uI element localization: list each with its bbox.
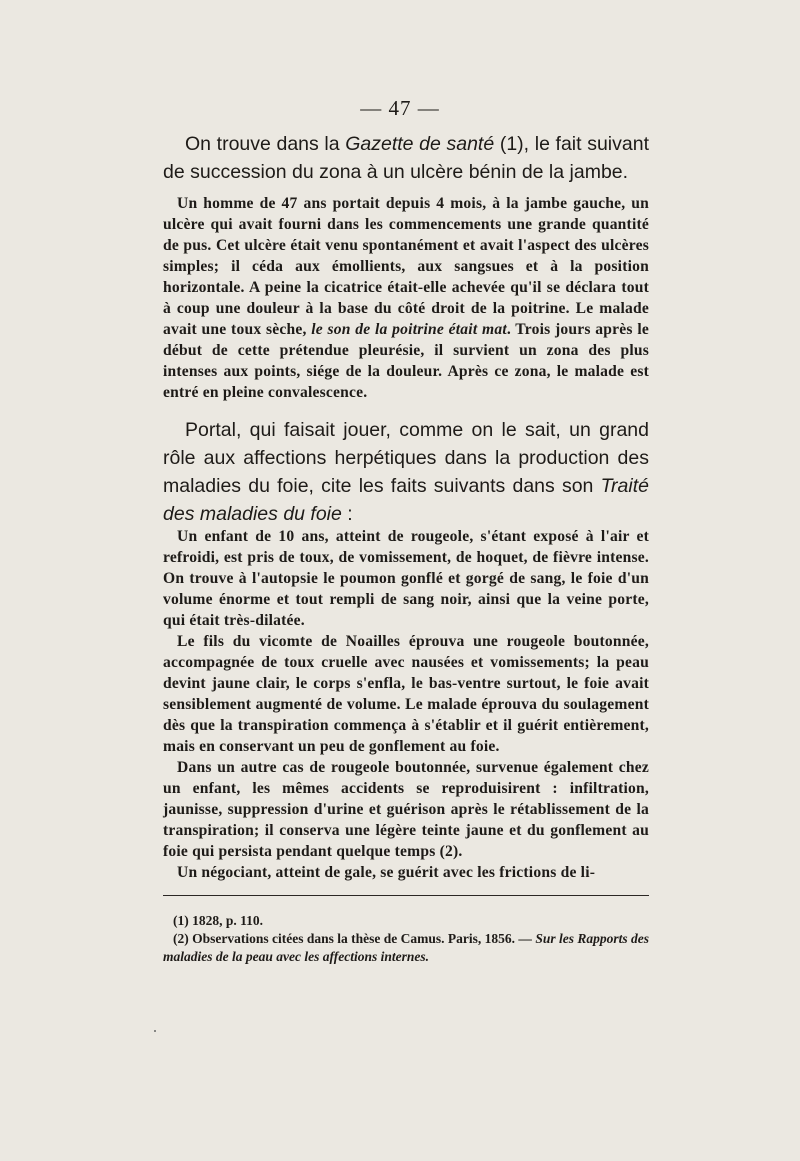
case1-italic: le son de la poitrine était mat	[311, 321, 507, 338]
footnotes	[163, 912, 649, 966]
case1-text: Un homme de 47 ans portait depuis 4 mois, à la jambe gauche, un ulcère qui avait fourni dans les commencements une grande quantité de pus. Cet ulcère était venu spontanément et avait l'aspect des ulcères simples; il céda aux émollients, aux sangsues et à la position horizontale. A peine la cicatrice était-elle achevée qu'il se déclara tout à coup une douleur à la base du côté droit de la poitrine. Le malade avait une toux sèche,	[163, 195, 649, 338]
intro1-text-end: (1), le fait suivant de succession du zona à un ulcère bénin de la jambe.	[163, 133, 649, 183]
footnote-2-title: Sur les Rapports des maladies de la peau avec les affections internes.	[163, 931, 650, 964]
paper-speck	[154, 1030, 156, 1032]
intro-paragraph-gazette	[163, 130, 649, 186]
case-paragraph: Un enfant de 10 ans, atteint de rougeole, s'étant exposé à l'air et refroidi, est pris de toux, de vomissement, de hoquet, de fièvre intense. On trouve à l'autopsie le poumon gonflé et gorgé de sang, le foie d'un volume énorme et tout rempli de sang noir, ainsi que la veine porte, qui était très-dilatée.	[163, 528, 649, 629]
case-paragraph: Le fils du vicomte de Noailles éprouva une rougeole boutonnée, accompagnée de toux cruelle avec nausées et vomissements; la peau devint jaune clair, le corps s'enfla, le bas-ventre surtout, le foie avait sensiblement augmenté de volume. Le malade éprouva du soulagement dès que la transpiration commença à s'établir et il guérit entièrement, mais en conservant un peu de gonflement au foie.	[163, 633, 649, 755]
intro1-text: On trouve dans la	[185, 133, 346, 155]
footnote-1: (1) 1828, p. 110.	[173, 913, 264, 928]
case-paragraph: Un négociant, atteint de gale, se guérit avec les frictions de li-	[177, 864, 596, 881]
footnote-2	[163, 930, 649, 966]
intro2-treatise-title: Traité des maladies du foie	[163, 475, 649, 525]
case-ulcer-paragraph	[163, 193, 649, 403]
footnote-divider	[163, 895, 649, 896]
footnote-2-text: (2) Observations citées dans la thèse de Camus. Paris, 1856. —	[173, 931, 536, 946]
case-paragraph: Dans un autre cas de rougeole boutonnée, survenue également chez un enfant, les mêmes accidents se reproduisirent : infiltration, jaunisse, suppression d'urine et guérison après le rétablissement de la transpiration; il conserva une légère teinte jaune et du gonflement au foie qui persista pendant quelque temps (2).	[163, 759, 649, 860]
intro-paragraph-portal	[163, 416, 649, 528]
portal-cases	[163, 526, 649, 883]
intro2-text-end: :	[341, 503, 353, 525]
page-number: — 47 —	[360, 96, 440, 120]
intro1-journal-title: Gazette de santé	[345, 133, 495, 155]
intro2-text: Portal, qui faisait jouer, comme on le sait, un grand rôle aux affections herpétiques dans la production des maladies du foie, cite les faits suivants dans son	[163, 419, 649, 497]
case1-text-end: . Trois jours après le début de cette prétendue pleurésie, il survient un zona des plus intenses aux points, siége de la douleur. Après ce zona, le malade est entré en pleine convalescence.	[163, 321, 649, 401]
